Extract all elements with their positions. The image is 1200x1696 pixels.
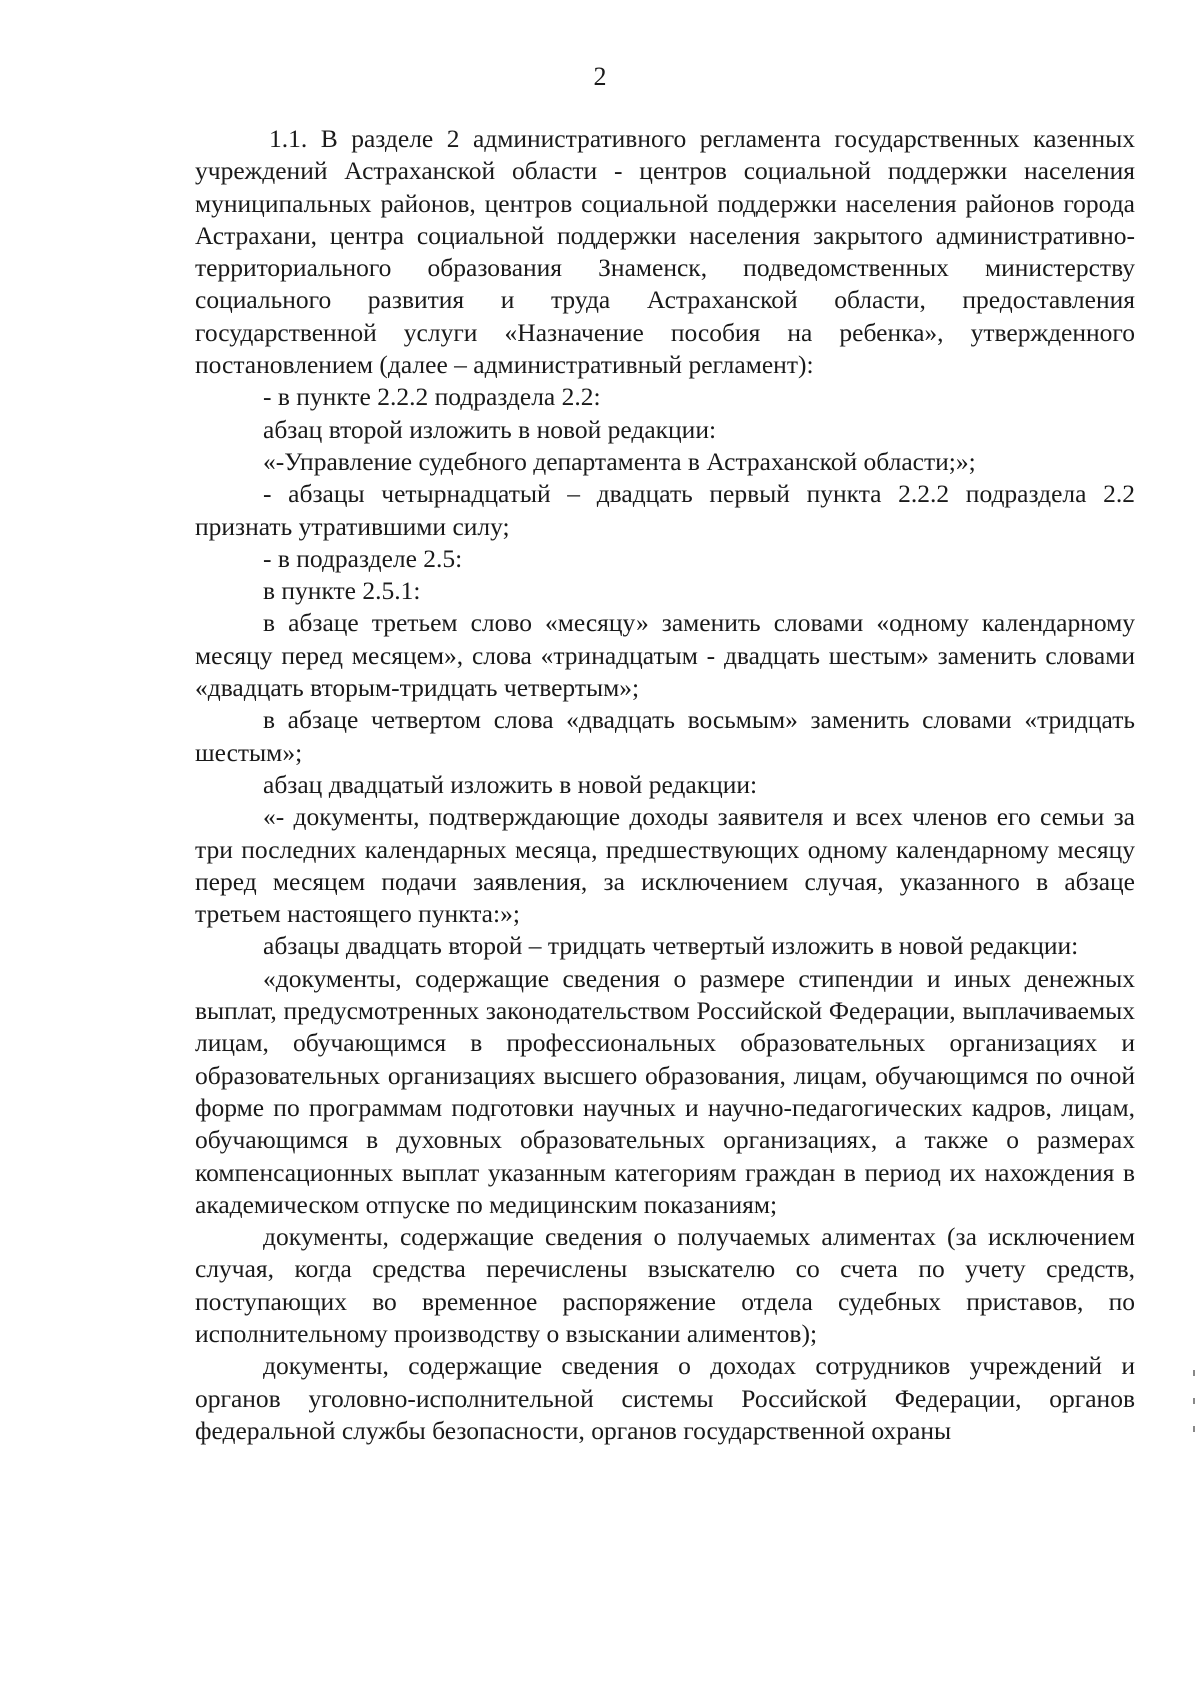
paragraph-item-2-5-1: в пункте 2.5.1: [263, 576, 421, 606]
paragraph-twentieth-abzac: абзац двадцатый изложить в новой редакции: [263, 769, 758, 799]
paragraph-court-department: «-Управление судебного департамента в Астраханской области;»; [263, 446, 976, 476]
paragraph-second-abzac: абзац второй изложить в новой редакции: [263, 414, 717, 444]
paragraph-abzacy-22-34: абзацы двадцать второй – тридцать четвертый изложить в новой редакции: [263, 931, 1079, 961]
scan-mark [1193, 1426, 1195, 1432]
paragraph-section-1-1: 1.1. В разделе 2 административного регламента государственных казенных учреждений Астраханской области - центров социальной поддержки населения муниципальных районов, центров социальной поддержки населения районов города Астрахани, центра социальной поддержки населения закрытого административно-территориального образования Знаменск, подведомственных министерству социального развития и труда Астраханской области, предоставления государственной услуги «Назначение пособия на ребенка», утвержденного постановлением (далее – административный регламент): [195, 124, 1135, 380]
scan-mark [1193, 1370, 1195, 1376]
scan-edge-marks [1193, 1370, 1196, 1450]
paragraph-subsection-2-5: - в подразделе 2.5: [263, 543, 463, 573]
paragraph-fourth-abzac: в абзаце четвертом слова «двадцать восьмым» заменить словами «тридцать шестым»; [195, 705, 1135, 767]
paragraph-abzacy-repealed: - абзацы четырнадцатый – двадцать первый пункта 2.2.2 подраздела 2.2 признать утратившими силу; [195, 479, 1135, 541]
paragraph-item-2-2-2: - в пункте 2.2.2 подраздела 2.2: [263, 382, 601, 412]
paragraph-income-documents: «- документы, подтверждающие доходы заявителя и всех членов его семьи за три последних календарных месяца, предшествующих одному календарному месяцу перед месяцем подачи заявления, за исключением случая, указанного в абзаце третьем настоящего пункта:»; [195, 802, 1135, 929]
document-body [195, 123, 1135, 1447]
paragraph-employee-income-documents: документы, содержащие сведения о доходах сотрудников учреждений и органов уголовно-исполнительной системы Российской Федерации, органов федеральной службы безопасности, органов государственной охраны [195, 1351, 1135, 1445]
paragraph-stipend-documents: «документы, содержащие сведения о размере стипендии и иных денежных выплат, предусмотренных законодательством Российской Федерации, выплачиваемых лицам, обучающимся в профессиональных образовательных организациях и образовательных организациях высшего образования, лицам, обучающимся по очной форме по программам подготовки научных и научно-педагогических кадров, лицам, обучающимся в духовных образовательных организациях, а также о размерах компенсационных выплат указанным категориям граждан в период их нахождения в академическом отпуске по медицинским показаниям; [195, 963, 1135, 1219]
paragraph-third-abzac: в абзаце третьем слово «месяцу» заменить словами «одному календарному месяцу перед месяцем», слова «тринадцатым - двадцать шестым» заменить словами «двадцать вторым-тридцать четвертым»; [195, 608, 1135, 703]
paragraph-alimony-documents: документы, содержащие сведения о получаемых алиментах (за исключением случая, когда средства перечислены взыскателю со счета по учету средств, поступающих во временное распоряжение отдела судебных приставов, по исполнительному производству о взыскании алиментов); [195, 1222, 1135, 1348]
scan-mark [1193, 1398, 1195, 1404]
page-number: 2 [593, 62, 607, 91]
